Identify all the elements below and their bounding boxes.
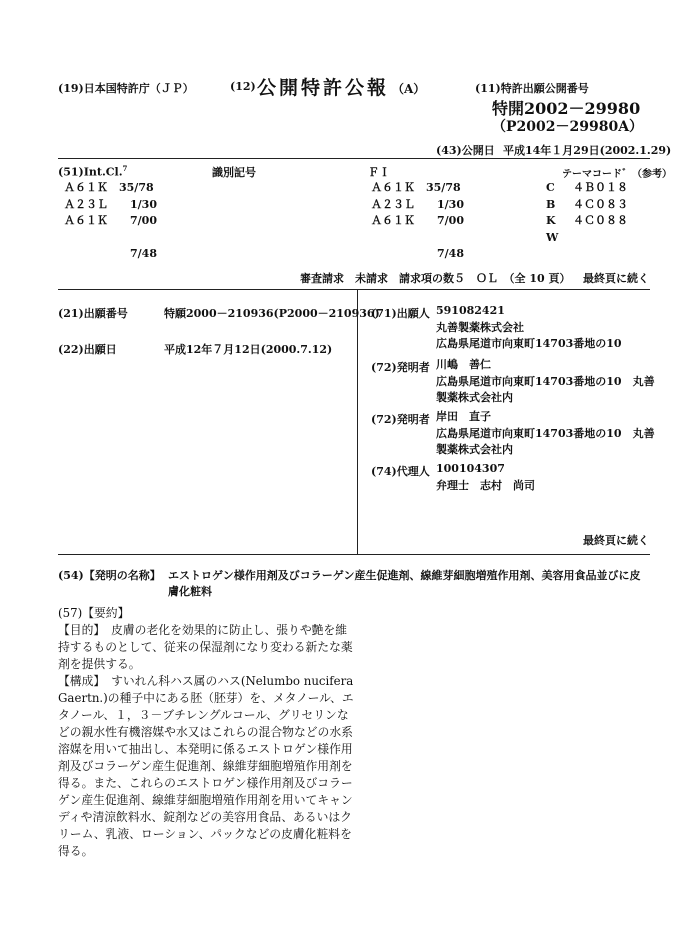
theme-code: ４Ｃ０８３ — [573, 197, 628, 211]
attorney-label: (74)代理人 — [371, 465, 430, 478]
publication-number-label: (11)特許出願公開番号 — [475, 82, 589, 95]
intcl-label: (51)Int.Cl.$^7$ — [58, 164, 128, 179]
theme-letter: W — [546, 230, 559, 244]
parties-rule — [58, 554, 650, 555]
publication-number-alt: （P2002－29980A） — [492, 119, 644, 135]
fi-row: Ａ６１Ｋ 7/00 — [371, 214, 464, 227]
intcl-row: Ａ６１Ｋ 35/78 — [64, 181, 154, 194]
patent-office-label: (19)日本国特許庁（ＪＰ） — [58, 82, 194, 95]
applicant-address: 広島県尾道市向東町14703番地の10 — [436, 337, 622, 350]
abstract-line: Gaertn.)の種子中にある胚（胚芽）を、メタノール、エ — [58, 691, 354, 705]
publication-kind-title: 公開特許公報 — [257, 77, 390, 99]
intcl-list — [64, 180, 157, 263]
abstract-line: どの親水性有機溶媒や水又はこれらの混合物などの水系 — [58, 725, 353, 739]
publication-date-label: (43)公開日 — [436, 144, 495, 157]
applicant-code: 591082421 — [436, 304, 505, 317]
abstract-body — [58, 622, 356, 860]
invention-title-label: (54)【発明の名称】 — [58, 569, 161, 582]
inventor-name: 川嶋 善仁 — [436, 358, 491, 371]
inventor-address-cont: 製薬株式会社内 — [436, 443, 513, 456]
fi-row — [371, 230, 464, 247]
fi-row: 7/48 — [371, 247, 464, 260]
abstract-line: 得る。また、これらのエストロゲン様作用剤及びコラー — [58, 776, 353, 790]
abstract-line: 剤を提供する。 — [58, 657, 141, 671]
theme-code-label: テーマコード゛（参考） — [562, 169, 672, 180]
abstract-line: ゲン産生促進剤、線維芽細胞増殖作用剤を用いてキャン — [58, 793, 353, 807]
fi-row: Ａ６１Ｋ 35/78 — [371, 181, 461, 194]
application-number: 特願2000－210936(P2000－210936) — [164, 307, 380, 320]
continued-on-last-page: 最終頁に続く — [583, 272, 649, 285]
theme-letter: B — [546, 197, 556, 211]
attorney-code: 100104307 — [436, 462, 505, 475]
filing-date-label: (22)出願日 — [58, 343, 117, 356]
abstract-label: (57)【要約】 — [58, 606, 130, 620]
identification-code-label: 識別記号 — [212, 166, 256, 179]
attorney-name: 弁理士 志村 尚司 — [436, 478, 535, 492]
abstract-line: 【目的】 皮膚の老化を効果的に防止し、張りや艶を維 — [58, 623, 348, 637]
abstract-line: 溶媒を用いて抽出し、本発明に係るエストロゲン様作用 — [58, 742, 353, 756]
abstract-line: 【構成】 すいれん科ハス属のハス(Nelumbo nucifera — [58, 674, 354, 688]
attorney-details — [436, 461, 535, 494]
header-rule — [58, 158, 650, 159]
inventor-address: 広島県尾道市向東町14703番地の10 丸善 — [436, 426, 655, 440]
invention-title: エストロゲン様作用剤及びコラーゲン産生促進剤、線維芽細胞増殖作用剤、美容用食品並びに皮 — [168, 569, 641, 582]
theme-letter — [546, 246, 558, 263]
theme-code — [573, 230, 628, 247]
theme-code: ４Ｃ０８８ — [573, 214, 628, 227]
classification-rule — [58, 289, 650, 290]
publication-kind-number: (12) — [230, 80, 256, 93]
intcl-row: Ａ６１Ｋ 7/00 — [64, 214, 157, 227]
application-number-label: (21)出願番号 — [58, 307, 128, 320]
inventor-1-details — [436, 357, 655, 407]
inventor-address: 広島県尾道市向東町14703番地の10 丸善 — [436, 374, 655, 388]
applicant-name: 丸善製薬株式会社 — [436, 320, 524, 334]
abstract-line: リーム、乳液、ローション、パックなどの皮膚化粧料を — [58, 827, 352, 841]
theme-code: ４Ｂ０１８ — [573, 181, 628, 194]
abstract-line: 剤及びコラーゲン産生促進剤、線維芽細胞増殖作用剤を — [58, 759, 353, 773]
column-divider — [357, 290, 358, 554]
abstract-line: タノール、１，３－ブチレングルコール、グリセリンな — [58, 708, 349, 722]
theme-letter-list — [546, 180, 558, 263]
applicant-details — [436, 303, 622, 353]
intcl-row — [64, 230, 157, 247]
theme-letter: C — [546, 181, 555, 194]
fi-label: ＦＩ — [368, 166, 390, 179]
applicant-label: (71)出願人 — [371, 307, 430, 320]
intcl-row: Ａ２３Ｌ 1/30 — [64, 197, 157, 211]
inventor-label: (72)発明者 — [371, 413, 430, 426]
publication-number: 特開2002－29980 — [492, 99, 641, 118]
theme-code — [573, 246, 628, 263]
fi-row: Ａ２３Ｌ 1/30 — [371, 197, 464, 211]
fi-list — [371, 180, 464, 263]
theme-letter: K — [546, 214, 556, 227]
inventor-label: (72)発明者 — [371, 361, 430, 374]
publication-date: 平成14年１月29日(2002.1.29) — [503, 144, 672, 157]
abstract-line: 持するものとして、従来の保湿剤になり変わる新たな薬 — [58, 640, 353, 654]
continued-on-last-page: 最終頁に続く — [583, 534, 649, 547]
inventor-address-cont: 製薬株式会社内 — [436, 391, 513, 404]
abstract-line: ディや清涼飲料水、錠剤などの美容用食品、あるいはク — [58, 810, 352, 824]
publication-kind-code: （A） — [392, 82, 426, 96]
abstract-line: 得る。 — [58, 844, 94, 858]
inventor-2-details — [436, 409, 655, 459]
examination-status: 審査請求 未請求 請求項の数５ ＯＬ （全 10 頁） — [300, 272, 571, 285]
inventor-name: 岸田 直子 — [436, 410, 491, 423]
invention-title-cont: 膚化粧料 — [168, 585, 212, 598]
filing-date: 平成12年７月12日(2000.7.12) — [164, 343, 333, 356]
theme-code-list — [573, 180, 628, 263]
intcl-row: 7/48 — [64, 247, 157, 260]
